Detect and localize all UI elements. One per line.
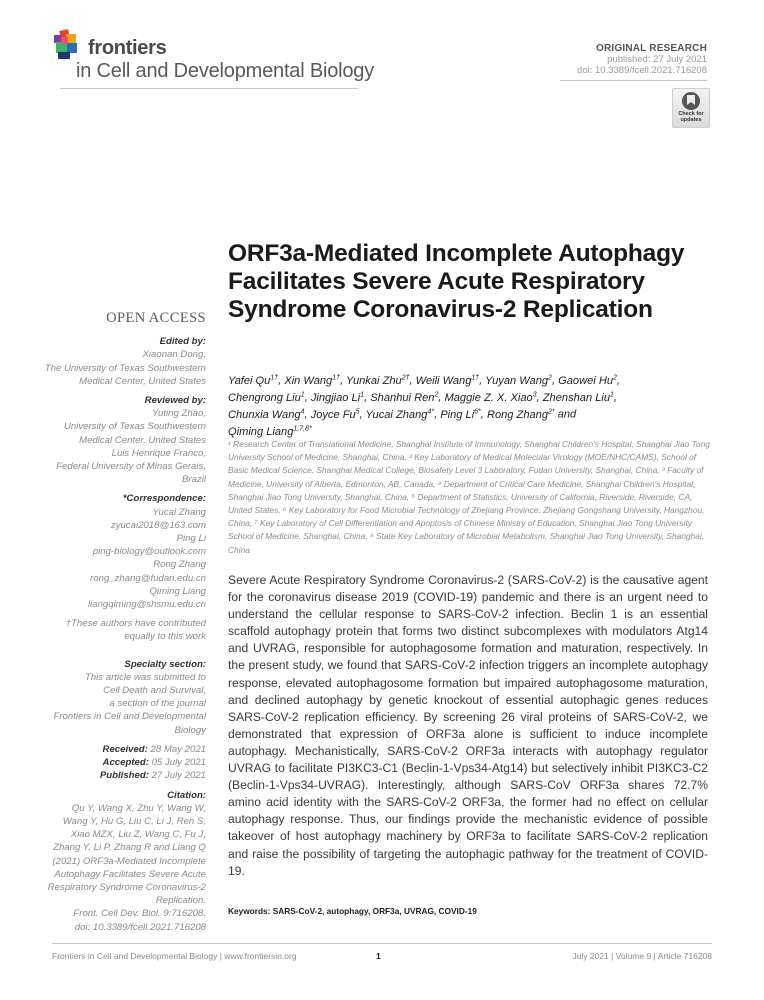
author-list: Yafei $Qu^{1\dagger}$, Xin Wang$^{1\dagger}$, Yunkai Zhu$^{2\dagger}$, Weili Wang$^{1\dagger}$, Yuyan Wang$^2$, Gaowei Hu$^2$, Chengrong Liu$^1$, Jingjiao Li$^1$, Shanhui Ren$^2$, Maggie Z. X. Xiao$^3$, Zhenshan Liu$^1$, Chunxia Wang$^4$, Joyce Fu$^5$, Yucai Zhang$^{4*}$, Ping $Li^{6*}$, Rong Zhang$^{2*}$ and Qiming Liang$^{1,7,8*}$ (228, 374, 621, 438)
citation-line: (2021) ORF3a-Mediated Incomplete (52, 855, 206, 867)
keywords (228, 906, 477, 916)
citation-line: Xiao MZX, Liu Z, Wang C, Fu J, (70, 829, 206, 841)
header-divider (60, 88, 358, 89)
author-affiliation-mark: 2 (434, 391, 439, 399)
date-value: 28 May 2021 (150, 743, 206, 755)
page-number: 1 (376, 951, 381, 961)
reviewer-line: Yuting Zhao, (151, 408, 206, 420)
author-affiliation-mark: 1† (270, 374, 279, 381)
author-name[interactable]: Yunkai Zhu$^{2\dagger}$ (345, 374, 410, 387)
author-affiliation-mark: 4 (300, 408, 305, 416)
author-name[interactable]: Xin Wang$^{1\dagger}$ (284, 374, 341, 387)
author-affiliation-mark: 2* (548, 408, 555, 416)
citation-line: Zhang Y, Li P, Zhang R and Liang Q (53, 842, 206, 854)
reviewed-by-heading: Reviewed by: (144, 395, 206, 407)
author-name[interactable]: Yucai Zhang$^{4*}$ (365, 408, 435, 421)
citation-line: Front. Cell Dev. Biol. 9:716208. (73, 908, 206, 920)
author-affiliation-mark: 1 (610, 391, 614, 399)
article-sidebar (40, 312, 206, 940)
author-name[interactable]: Zhenshan Liu$^1$ (542, 391, 614, 404)
editor-line: Xiaonan Dong, (142, 349, 206, 361)
specialty-line: This article was submitted to (84, 671, 206, 683)
keywords-list: SARS-CoV-2, autophagy, ORF3a, UVRAG, COVID-19 (272, 906, 477, 916)
author-name[interactable]: Ping $Li^{6*}$ (440, 408, 481, 421)
author-name[interactable]: Maggie Z. X. Xiao$^3$ (444, 391, 537, 404)
author-affiliation-mark: 2 (613, 374, 617, 381)
editor-line: Medical Center, United States (79, 375, 206, 387)
check-for-updates-label: Check for updates (678, 111, 704, 123)
reviewer-line: Brazil (182, 474, 206, 486)
reviewer-line: Medical Center, United States (79, 434, 206, 446)
citation-line: Autophagy Facilitates Severe Acute (54, 868, 206, 880)
accepted-date (40, 756, 206, 769)
check-for-updates-button[interactable] (672, 88, 710, 128)
specialty-line: a section of the journal (109, 698, 206, 710)
author-affiliation-mark: 1 (360, 391, 365, 399)
author-affiliation-mark: 3 (532, 391, 537, 399)
note-line: equally to this work (124, 631, 206, 643)
open-access-label: OPEN ACCESS (106, 310, 206, 326)
author-name[interactable]: Yuyan Wang$^2$ (485, 374, 552, 387)
author-name[interactable]: Chunxia Wang$^4$ (228, 408, 305, 421)
author-affiliation-mark: 1† (332, 374, 341, 381)
footer-divider (52, 943, 712, 944)
correspondent-email[interactable]: liangqiming@shsmu.edu.cn (88, 599, 206, 611)
author-name[interactable]: Chengrong Liu$^1$ (228, 391, 305, 404)
footer-issue-info: July 2021 | Volume 9 | Article 716208 (572, 951, 712, 961)
reviewer-line: Luis Henrique Franco, (111, 447, 206, 459)
citation-doi[interactable]: doi: 10.3389/fcell.2021.716208 (74, 921, 206, 933)
editor-line: The University of Texas Southwestern (44, 362, 206, 374)
citation-line: Replication. (155, 895, 206, 907)
journal-logo[interactable] (52, 30, 167, 62)
header-divider-right (560, 80, 707, 81)
author-affiliation-mark: 1 (300, 391, 305, 399)
reviewer-line: Federal University of Minas Gerais, (56, 461, 206, 473)
correspondence-heading: *Correspondence: (122, 493, 206, 505)
keywords-label: Keywords: (228, 906, 271, 916)
author-affiliation-mark: 2† (401, 374, 410, 381)
article-title: ORF3a-Mediated Incomplete Autophagy Facilitates Severe Acute Respiratory Syndrome Coronavirus-2 Replication (228, 240, 685, 323)
reviewed-by-section (40, 394, 206, 486)
dates-section (40, 743, 206, 783)
correspondent-name: Rong Zhang (153, 559, 206, 571)
citation-line: Qu Y, Wang X, Zhu Y, Wang W, (71, 802, 206, 814)
citation-line: Respiratory Syndrome Coronavirus-2 (47, 881, 206, 893)
bookmark-icon (682, 92, 700, 110)
author-affiliation-mark: 5 (355, 408, 360, 416)
correspondent-name: Ping Li (176, 533, 206, 545)
correspondent-name: Yucai Zhang (152, 506, 206, 518)
date-key: Received: (102, 743, 148, 755)
article-type: ORIGINAL RESEARCH (595, 43, 707, 54)
author-name[interactable]: Gaowei Hu$^2$ (558, 374, 617, 387)
correspondence-section (40, 492, 206, 611)
journal-name: in Cell and Developmental Biology (76, 60, 375, 82)
specialty-heading: Specialty section: (124, 658, 206, 670)
equal-contribution-note (40, 617, 206, 643)
specialty-line: Cell Death and Survival, (103, 685, 206, 697)
citation-heading: Citation: (167, 789, 206, 801)
correspondent-email[interactable]: rong_zhang@fudan.edu.cn (90, 572, 206, 584)
doi-link[interactable]: doi: 10.3389/fcell.2021.716208 (577, 65, 707, 76)
author-name[interactable]: Joyce Fu$^5$ (310, 408, 360, 421)
author-name[interactable]: Jingjiao Li$^1$ (310, 391, 365, 404)
date-value: 05 July 2021 (151, 757, 206, 769)
author-affiliation-mark: 1† (471, 374, 480, 381)
correspondent-email[interactable]: ping-biology@outlook.com (92, 546, 206, 558)
article-meta (577, 43, 707, 76)
date-key: Published: (99, 770, 149, 782)
frontiers-logo-icon (52, 30, 82, 62)
affiliations: ¹ Research Center of Translational Medicine, Shanghai Institute of Immunology, Shanghai Children's Hospital, Shanghai Jiao Tong University School of Medicine, Shanghai, China, ² Key Laboratory of Medical Molecular Virology (MOE/NHC/CAMS), School of Basic Medical Science, Shanghai Medical College, Biosafety Level 3 Laboratory, Fudan University, Shanghai, China, ³ Faculty of Medicine, University of Alberta, Edmonton, AB, Canada, ⁴ Department of Critical Care Medicine, Shanghai Children's Hospital, Shanghai Jiao Tong University, Shanghai, China, ⁵ Department of Statistics, University of California, Riverside, Riverside, CA, United States, ⁶ Key Laboratory for Food Microbial Technology of Zhejiang Province, Zhejiang Gongshang University, Hangzhou, China, ⁷ Key Laboratory of Cell Differentiation and Apoptosis of Chinese Ministry of Education, Shanghai Jiao Tong University School of Medicine, Shanghai, China, ⁸ State Key Laboratory of Microbial Metabolism, Shanghai Jiao Tong University, Shanghai, China (228, 439, 710, 555)
specialty-line: Frontiers in Cell and Developmental (53, 711, 206, 723)
note-line: †These authors have contributed (65, 618, 206, 630)
author-affiliation-mark: 2 (548, 374, 552, 381)
citation-line: Wang Y, Hu G, Liu C, Li J, Ren S, (62, 815, 206, 827)
brand-name: frontiers (88, 37, 167, 59)
abstract: Severe Acute Respiratory Syndrome Coronavirus-2 (SARS-CoV-2) is the causative agent for the coronavirus disease 2019 (COVID-19) pandemic and there is an urgent need to understand the cellular response to SARS-CoV-2 infection. Beclin 1 is an essential scaffold autophagy protein that forms two distinct subcomplexes with modulators Atg14 and UVRAG, responsible for autophagosome formation and maturation, respectively. In the present study, we found that SARS-CoV-2 infection triggers an incomplete autophagy response, elevated autophagosome formation but impaired autophagosome maturation, and declined autophagy by genetic knockout of essential autophagic genes reduces SARS-CoV-2 replication efficiency. By screening 26 viral proteins of SARS-CoV-2, we demonstrated that expression of ORF3a alone is sufficient to induce incomplete autophagy. Mechanistically, SARS-CoV-2 ORF3a interacts with autophagy regulator UVRAG to facilitate PI3KC3-C1 (Beclin-1-Vps34-Atg14) but selectively inhibit PI3KC3-C2 (Beclin-1-Vps34-UVRAG). Interestingly, although SARS-CoV ORF3a shares 72.7% amino acid identity with the SARS-CoV-2 ORF3a, the former had no effect on cellular autophagy response. Thus, our findings provide the mechanistic evidence of possible takeover of host autophagy machinery by ORF3a to facilitate SARS-CoV-2 replication and raise the possibility of targeting the autophagic pathway for the treatment of COVID-19. (228, 573, 708, 878)
correspondent-name: Qiming Liang (149, 585, 206, 597)
received-date (40, 743, 206, 756)
published-date-sidebar (40, 769, 206, 782)
author-name[interactable]: Shanhui Ren$^2$ (370, 391, 439, 404)
author-affiliation-mark: 4* (427, 408, 435, 416)
author-name[interactable]: Yafei $Qu^{1\dagger}$ (228, 374, 279, 387)
author-affiliation-mark: 1,7,8* (293, 425, 312, 433)
date-value: 27 July 2021 (151, 770, 206, 782)
author-affiliation-mark: 6* (474, 408, 481, 416)
footer-journal-link[interactable]: Frontiers in Cell and Developmental Biology | www.frontiersin.org (52, 951, 297, 961)
author-name[interactable]: Qiming Liang$^{1,7,8*}$ (228, 425, 312, 438)
author-name[interactable]: Weili Wang$^{1\dagger}$ (415, 374, 480, 387)
edited-by-section (40, 335, 206, 388)
reviewer-line: University of Texas Southwestern (63, 421, 206, 433)
date-key: Accepted: (102, 757, 149, 769)
specialty-section (40, 658, 206, 737)
citation-section (40, 789, 206, 934)
edited-by-heading: Edited by: (159, 336, 206, 348)
specialty-line: Biology (174, 724, 206, 736)
author-name[interactable]: Rong Zhang$^{2*}$ (486, 408, 555, 421)
published-date: published: 27 July 2021 (607, 54, 707, 65)
correspondent-email[interactable]: zyucai2018@163.com (110, 519, 206, 531)
